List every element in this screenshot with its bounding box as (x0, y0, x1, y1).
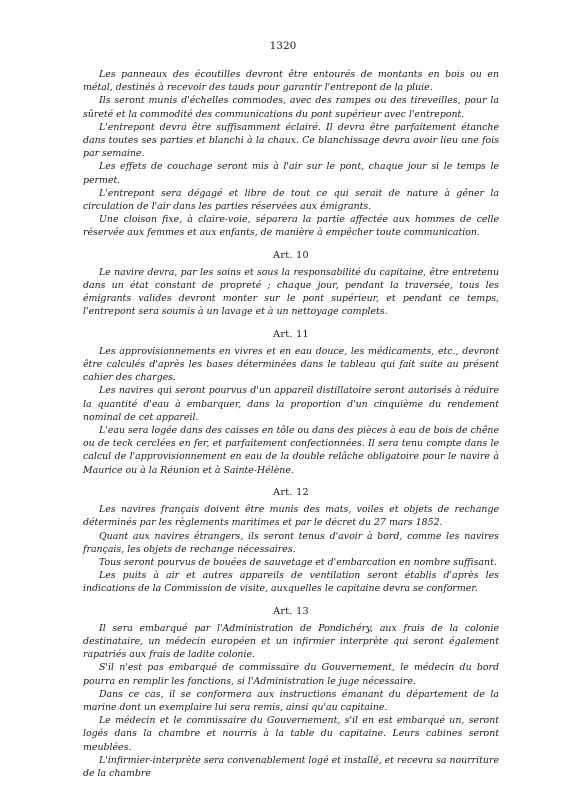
paragraph: Les approvisionnements en vivres et en eau douce, les médicaments, etc., devront être calculés d'après les bases déterminées dans le tableau qui fait suite au présent cahier des charges. (83, 345, 499, 384)
article-13 (83, 605, 499, 781)
paragraph: L'infirmier-interprète sera convenablement logé et installé, et recevra sa nourriture de la chambre (83, 754, 499, 779)
paragraph: Les panneaux des écoutilles devront être entourés de montants en bois ou en métal, destinés à recevoir des tauds pour garantir l'entrepont de la pluie. (83, 69, 499, 94)
paragraph: L'entrepont sera dégagé et libre de tout ce qui serait de nature à gêner la circulation de l'air dans les parties réservées aux émigrants. (83, 187, 499, 213)
paragraph: Les navires français doivent être munis des mats, voiles et objets de rechange déterminés par les règlements maritimes et par le décret du 27 mars 1852. (83, 504, 499, 529)
article-12 (83, 486, 499, 596)
article-title: Art. 13 (273, 605, 309, 617)
paragraph: Le médecin et le commissaire du Gouvernement, s'il en est embarqué un, seront logés dans la chambre et nourris à la table du capitaine. Leurs cabines seront meublées. (83, 715, 499, 753)
article-title: Art. 12 (273, 486, 309, 498)
article-title: Art. 10 (273, 249, 309, 261)
article-title: Art. 11 (273, 328, 309, 340)
paragraph: Les puits à air et autres appareils de ventilation seront établis d'après les indications de la Commission de visite, auxquelles le capitaine devra se conformer. (83, 570, 499, 595)
paragraph: Ils seront munis d'échelles commodes, avec des rampes ou des tireveilles, pour la sûreté et la commodité des communications du pont supérieur avec l'entrepont. (83, 95, 499, 120)
page-number: 1320 (269, 40, 297, 52)
paragraph: L'eau sera logée dans des caisses en tôle ou dans des pièces à eau de bois de chêne ou de teck cerclées en fer, et parfaitement confectionnées. Il sera tenu compte dans le calcul de l'approvisionnement en eau de la double relâche obligatoire pour le navire à Maurice ou à la Réunion et à Sainte-Hélène. (83, 425, 499, 476)
paragraph: Dans ce cas, il se conformera aux instructions émanant du département de la marine dont un exemplaire lui sera remis, ainsi qu'au capitaine. (83, 688, 499, 713)
paragraph: Il sera embarqué par l'Administration de Pondichéry, aux frais de la colonie destinataire, un médecin européen et un infirmier interprète qui seront également rapatriés aux frais de ladite colonie. (83, 622, 499, 661)
paragraph: L'entrepont devra être suffisamment éclairé. Il devra être parfaitement étanche dans toutes ses parties et blanchi à la chaux. Ce blanchissage devra avoir lieu une fois par semaine. (83, 121, 499, 160)
paragraph: Quant aux navires étrangers, ils seront tenus d'avoir à bord, comme les navires français, les objets de rechange nécessaires. (83, 530, 499, 555)
paragraph: Le navire devra, par les soins et sous la responsabilité du capitaine, être entretenu dans un état constant de propreté ; chaque jour, pendant la traversée, tous les émigrants valides devront monter sur le pont supérieur, et pendant ce temps, l'entrepont sera soumis à un lavage et à un nettoyage complets. (83, 266, 499, 318)
article-10 (83, 249, 499, 319)
document-body (83, 68, 499, 788)
paragraph: Tous seront pourvus de bouées de sauvetage et d'embarcation en nombre suffisant. (99, 556, 497, 568)
intro-section (83, 68, 499, 240)
paragraph: S'il n'est pas embarqué de commissaire du Gouvernement, le médecin du bord pourra en remplir les fonctions, si l'Administration le juge nécessaire. (83, 662, 499, 687)
paragraph: Les navires qui seront pourvus d'un appareil distillatoire seront autorisés à réduire la quantité d'eau à embarquer, dans la proportion d'un cinquième du rendement nominal de cet appareil. (83, 385, 499, 423)
paragraph: Les effets de couchage seront mis à l'air sur le pont, chaque jour si le temps le permet. (83, 161, 499, 186)
article-11 (83, 328, 499, 477)
paragraph: Une cloison fixe, à claire-voie, séparera la partie affectée aux hommes de celle réservée aux femmes et aux enfants, de manière à empêcher toute communication. (83, 214, 499, 239)
